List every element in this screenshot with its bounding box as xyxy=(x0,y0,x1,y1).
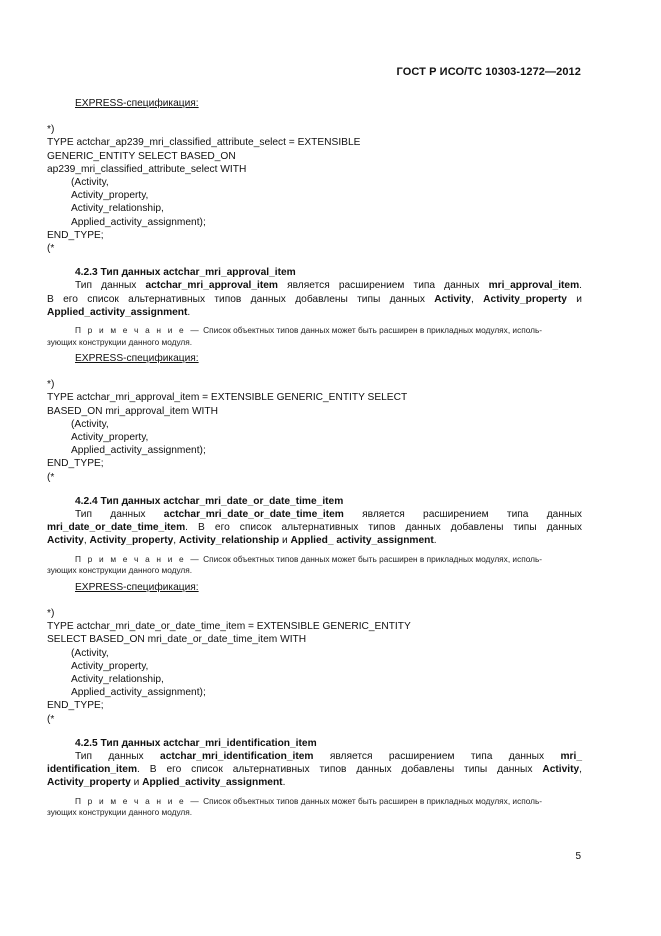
note-4-2-4: П р и м е ч а н и е — Список объектных типов данных может быть расширен в прикладных модулях, исполь- зующих конструкции данного модуля. xyxy=(47,553,543,576)
document-header: ГОСТ Р ИСО/ТС 10303-1272—2012 xyxy=(396,66,581,78)
note-4-2-3: П р и м е ч а н и е — Список объектных типов данных может быть расширен в прикладных модулях, исполь- зующих конструкции данного модуля. xyxy=(47,325,543,347)
document-body xyxy=(47,97,582,819)
section-paragraph-4-2-3: Тип данных actchar_mri_approval_item является расширением типа данных mri_approval_item. В его список альтернативных типов данных добавлены типы данных Activity, Activity_property и Applied_activity_assignment. xyxy=(47,280,582,318)
express-spec-label: EXPRESS-спецификация: xyxy=(75,98,199,109)
section-paragraph-4-2-4: Тип данных actchar_mri_date_or_date_time_item является расширением типа данных mri_date_or_date_time_item. В его список альтернативных типов данных добавлены типы данных Activity, Activity_property, Activity_relationship и Applied_ activity_assignment. xyxy=(47,509,583,547)
section-paragraph-4-2-5: Тип данных actchar_mri_identification_item является расширением типа данных mri_ identification_item. В его список альтернативных типов данных добавлены типы данных Activity, Activity_property и Applied_activity_assignment. xyxy=(47,750,582,789)
page-number: 5 xyxy=(575,851,581,862)
express-spec-label: EXPRESS-спецификация: xyxy=(75,581,199,593)
express-spec-label: EXPRESS-спецификация: xyxy=(75,353,199,365)
section-heading-4-2-4: 4.2.4 Тип данных actchar_mri_date_or_date_time_item xyxy=(75,495,344,507)
section-heading-4-2-5: 4.2.5 Тип данных actchar_mri_identification_item xyxy=(75,737,317,749)
note-4-2-5: П р и м е ч а н и е — Список объектных типов данных может быть расширен в прикладных модулях, исполь- зующих конструкции данного модуля. xyxy=(47,795,543,818)
express-code-block-2: *) TYPE actchar_mri_approval_item = EXTENSIBLE GENERIC_ENTITY SELECT BASED_ON mri_approval_item WITH (Activity, Activity_property, Applied_activity_assignment); END_TYPE; (* xyxy=(47,379,408,483)
section-heading-4-2-3: 4.2.3 Тип данных actchar_mri_approval_item xyxy=(75,267,296,279)
express-code-block-3: *) TYPE actchar_mri_date_or_date_time_item = EXTENSIBLE GENERIC_ENTITY SELECT BASED_ON mri_date_or_date_time_item WITH (Activity, Activity_property, Activity_relationship, Applied_activity_assignment); END_TYPE; (* xyxy=(47,607,411,725)
express-code-block-1: *) TYPE actchar_ap239_mri_classified_attribute_select = EXTENSIBLE GENERIC_ENTITY SELECT BASED_ON ap239_mri_classified_attribute_select WITH (Activity, Activity_property, Activity_relationship, Applied_activity_assignment); END_TYPE; (* xyxy=(47,124,361,255)
